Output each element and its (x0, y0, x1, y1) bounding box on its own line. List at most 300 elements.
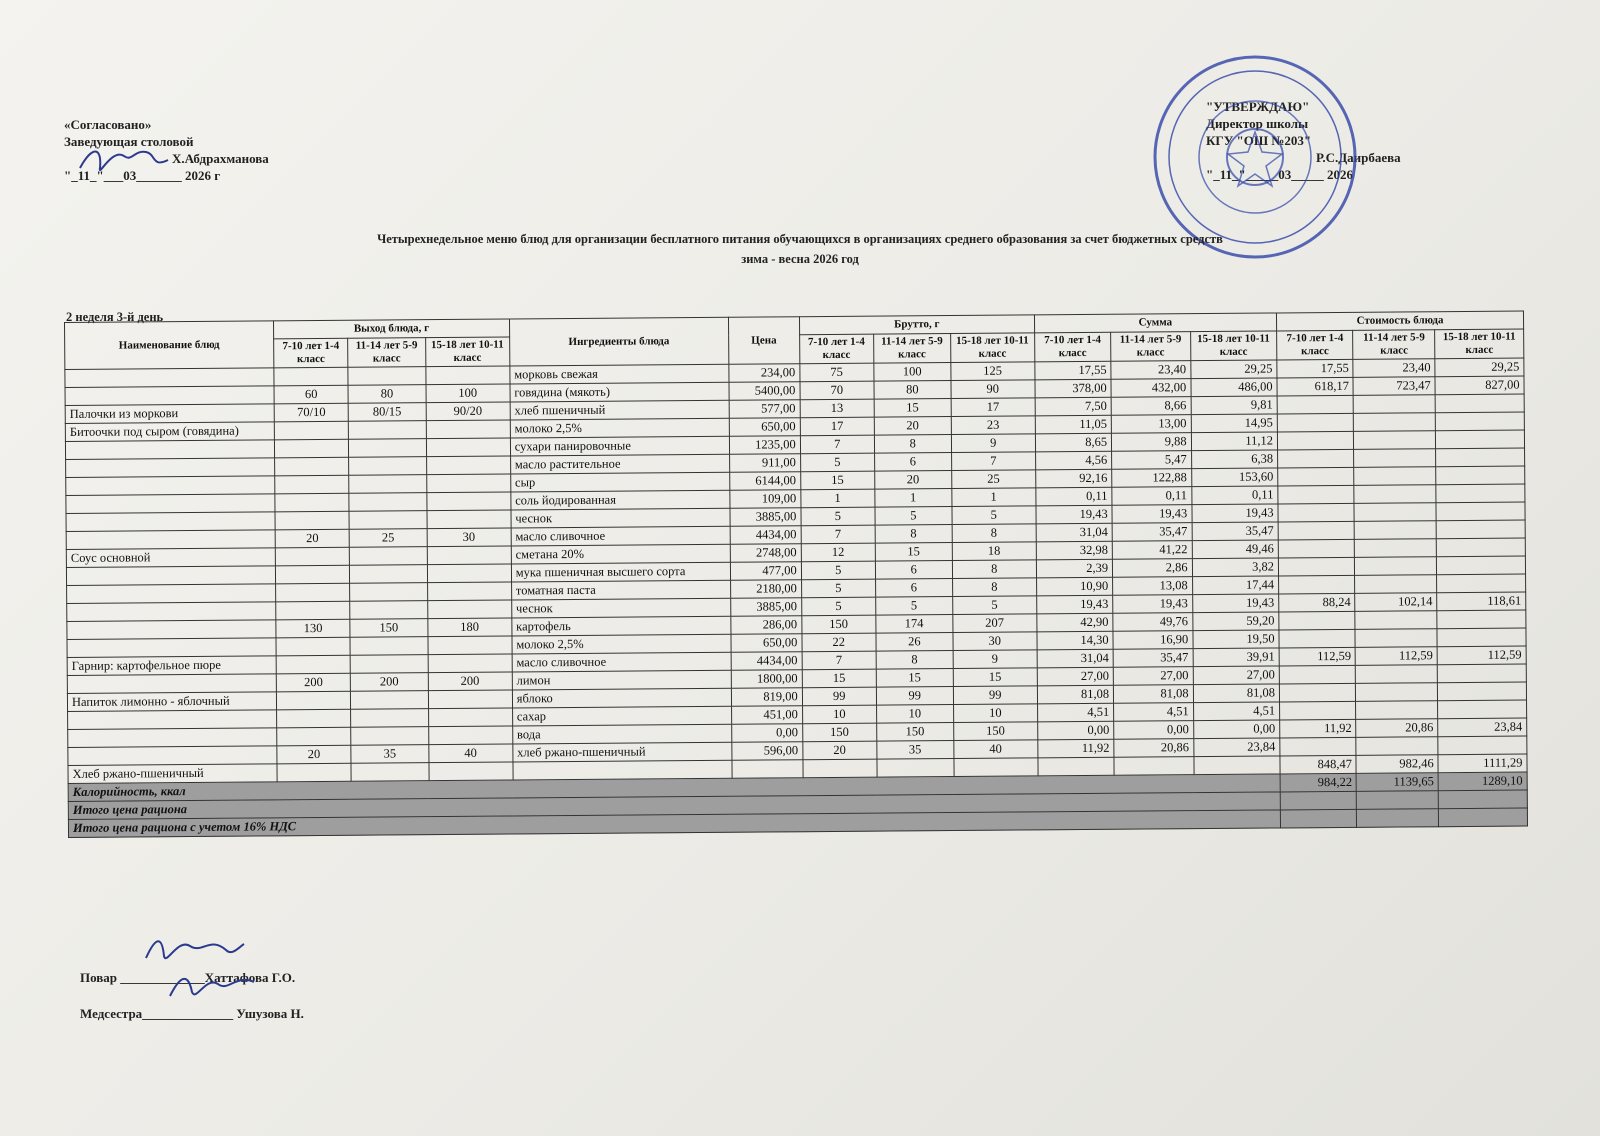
cell-c1 (1279, 665, 1356, 684)
cell-b3: 8 (952, 578, 1036, 597)
header-ingredients: Ингредиенты блюда (509, 317, 728, 366)
cell-c2 (1354, 413, 1436, 432)
cell-c1: 848,47 (1280, 755, 1357, 774)
cell-b1: 5 (800, 453, 874, 472)
cell-s2: 432,00 (1111, 379, 1191, 398)
cell-b1: 150 (802, 615, 876, 634)
header-output-g2: 11-14 лет 5-9 класс (348, 338, 426, 368)
cell-b3 (954, 758, 1038, 777)
header-cost-g2: 11-14 лет 5-9 класс (1353, 330, 1435, 360)
cell-o1 (274, 421, 348, 440)
cell-s1: 11,05 (1035, 415, 1112, 434)
cell-o2 (351, 727, 428, 746)
header-dish: Наименование блюд (65, 321, 274, 370)
cell-c3 (1436, 502, 1525, 521)
cell-o2 (350, 583, 427, 602)
cell-o2 (350, 547, 427, 566)
cell-ing: вода (512, 724, 731, 744)
header-cost-g3: 15-18 лет 10-11 класс (1435, 329, 1524, 359)
cell-c3: 112,59 (1437, 646, 1526, 665)
cell-o2 (349, 421, 426, 440)
cell-s1: 31,04 (1037, 649, 1114, 668)
cell-o3: 100 (426, 384, 510, 403)
cell-price: 5400,00 (729, 382, 800, 401)
cell-o3 (427, 510, 511, 529)
header-output-g3: 15-18 лет 10-11 класс (425, 337, 509, 367)
cell-o3 (429, 762, 513, 781)
cell-c1 (1278, 449, 1355, 468)
cell-s2: 0,00 (1114, 721, 1194, 740)
cell-dish (68, 746, 277, 766)
header-sum-g3: 15-18 лет 10-11 класс (1190, 331, 1277, 361)
cell-c1 (1280, 701, 1357, 720)
cell-b2: 6 (874, 453, 951, 472)
cell-c2 (1355, 539, 1437, 558)
cell-dish: Битоочки под сыром (говядина) (65, 422, 274, 442)
cell-price: 4434,00 (730, 526, 801, 545)
cell-ing: масло растительное (510, 454, 729, 474)
cell-price: 286,00 (731, 616, 802, 635)
cell-dish (66, 476, 275, 496)
cell-c1: 88,24 (1279, 593, 1356, 612)
cell-b2: 6 (875, 561, 952, 580)
cell-price: 3885,00 (730, 598, 801, 617)
cell-s3: 0,11 (1191, 486, 1278, 505)
cell-s3: 14,95 (1191, 414, 1278, 433)
cell-c3 (1437, 556, 1526, 575)
cell-b2: 5 (875, 597, 952, 616)
cell-price (732, 760, 803, 779)
cell-o2 (351, 763, 428, 782)
cell-c1 (1280, 737, 1357, 756)
cell-b1: 70 (800, 381, 874, 400)
cell-o2 (351, 691, 428, 710)
cell-b2: 20 (874, 471, 951, 490)
cell-s1: 32,98 (1036, 541, 1113, 560)
cell-o1 (275, 547, 349, 566)
totals-label: Итого цена рациона (68, 792, 1280, 820)
cell-c1: 17,55 (1277, 359, 1354, 378)
cell-o2 (350, 601, 427, 620)
cell-c3 (1438, 682, 1527, 701)
cell-price: 109,00 (730, 490, 801, 509)
cell-o3 (427, 564, 511, 583)
cell-b2: 8 (875, 525, 952, 544)
cell-c3 (1436, 466, 1525, 485)
totals-c3: 1289,10 (1438, 772, 1527, 791)
cell-dish (67, 674, 276, 694)
cell-o1 (276, 583, 350, 602)
cell-c3 (1438, 736, 1527, 755)
cell-b3: 8 (952, 560, 1036, 579)
cell-ing: масло сливочное (512, 652, 731, 672)
cell-b2: 1 (875, 489, 952, 508)
cell-c1 (1279, 575, 1356, 594)
cell-ing: молоко 2,5% (510, 418, 729, 438)
cell-s1: 11,92 (1037, 739, 1114, 758)
cell-b2: 35 (877, 741, 954, 760)
header-cost-g1: 7-10 лет 1-4 класс (1277, 330, 1354, 360)
cell-s3: 19,50 (1193, 630, 1280, 649)
totals-c1: 984,22 (1280, 773, 1357, 792)
cell-b3: 18 (952, 542, 1036, 561)
cell-s3: 0,00 (1193, 720, 1280, 739)
cell-o1 (276, 601, 350, 620)
cell-c2: 723,47 (1353, 377, 1435, 396)
cell-price: 477,00 (730, 562, 801, 581)
cell-o3 (427, 582, 511, 601)
cell-b1: 7 (800, 435, 874, 454)
cell-o3: 180 (427, 618, 511, 637)
cell-s2: 41,22 (1112, 541, 1192, 560)
cell-b2: 26 (876, 633, 953, 652)
cell-dish (67, 620, 276, 640)
cell-c2 (1355, 611, 1437, 630)
cell-s2: 2,86 (1113, 559, 1193, 578)
cell-b1: 22 (802, 633, 876, 652)
cell-s1: 19,43 (1036, 595, 1113, 614)
cell-s2: 35,47 (1113, 649, 1193, 668)
cell-s3: 81,08 (1193, 684, 1280, 703)
cell-b2: 6 (875, 579, 952, 598)
cell-c1 (1278, 467, 1355, 486)
menu-table (64, 311, 1528, 838)
cell-s1: 27,00 (1037, 667, 1114, 686)
cell-dish (66, 512, 275, 532)
cell-c1 (1279, 629, 1356, 648)
cell-s1: 14,30 (1037, 631, 1114, 650)
cell-c1 (1279, 683, 1356, 702)
cell-s1: 0,00 (1037, 721, 1114, 740)
cell-s3 (1194, 756, 1281, 775)
cell-c3 (1438, 700, 1527, 719)
cell-dish (66, 494, 275, 514)
cell-b1: 1 (801, 489, 875, 508)
cell-ing: соль йодированная (511, 490, 730, 510)
cell-ing: хлеб ржано-пшеничный (513, 742, 732, 762)
header-sum: Сумма (1034, 313, 1276, 333)
cell-o3: 90/20 (426, 402, 510, 421)
cell-o3 (426, 456, 510, 475)
cell-o1 (274, 439, 348, 458)
cell-c2 (1356, 683, 1438, 702)
cell-o1 (276, 691, 350, 710)
cell-dish: Соус основной (66, 548, 275, 568)
cell-c1 (1277, 413, 1354, 432)
cell-s1: 4,51 (1037, 703, 1114, 722)
cell-c3 (1437, 574, 1526, 593)
header-brutto-g2: 11-14 лет 5-9 класс (873, 334, 950, 364)
cell-c2 (1355, 521, 1437, 540)
cell-o3 (428, 654, 512, 673)
cell-s3: 6,38 (1191, 450, 1278, 469)
approval-right-line2: Директор школы (1206, 116, 1309, 131)
cell-b3: 17 (951, 398, 1035, 417)
cell-ing: мука пшеничная высшего сорта (511, 562, 730, 582)
approval-left-line2: Заведующая столовой (64, 134, 194, 149)
cell-c2 (1354, 449, 1436, 468)
cell-c1 (1279, 611, 1356, 630)
cell-s3: 153,60 (1191, 468, 1278, 487)
cell-c2 (1356, 701, 1438, 720)
cell-dish (65, 440, 274, 460)
cell-b1: 5 (801, 507, 875, 526)
cell-c1: 112,59 (1279, 647, 1356, 666)
approval-left-line4: "_11_"___03_______ 2026 г (64, 168, 221, 183)
cell-o3 (427, 600, 511, 619)
cell-b3: 15 (953, 668, 1037, 687)
cell-s3: 486,00 (1191, 378, 1278, 397)
cell-s3: 9,81 (1191, 396, 1278, 415)
cell-c1 (1278, 557, 1355, 576)
cell-o3 (428, 636, 512, 655)
cell-c3 (1436, 484, 1525, 503)
cell-dish (68, 728, 277, 748)
cell-o1 (276, 655, 350, 674)
cell-o1 (275, 475, 349, 494)
cell-c2 (1355, 575, 1437, 594)
cell-s1: 7,50 (1035, 397, 1112, 416)
cell-c3 (1437, 664, 1526, 683)
cell-b3: 125 (951, 362, 1035, 381)
signature-nurse (162, 966, 262, 1006)
cell-b2: 8 (876, 651, 953, 670)
totals-c3 (1438, 790, 1527, 809)
cell-dish (67, 638, 276, 658)
cell-c2: 20,86 (1356, 719, 1438, 738)
cell-o3 (425, 366, 509, 385)
cell-c2 (1355, 629, 1437, 648)
cell-s3: 23,84 (1193, 738, 1280, 757)
cell-s2: 20,86 (1114, 739, 1194, 758)
cell-price: 577,00 (729, 400, 800, 419)
cell-s3: 19,43 (1192, 504, 1279, 523)
cell-b2: 15 (876, 669, 953, 688)
cell-c3 (1436, 448, 1525, 467)
cell-ing: сметана 20% (511, 544, 730, 564)
cell-b1: 15 (802, 669, 876, 688)
cell-ing: хлеб пшеничный (510, 400, 729, 420)
cell-b1: 5 (801, 597, 875, 616)
cell-b3: 9 (951, 434, 1035, 453)
header-cost: Стоимость блюда (1276, 311, 1523, 331)
cell-ing: морковь свежая (510, 364, 729, 384)
totals-c2 (1357, 791, 1439, 810)
cell-c1 (1278, 485, 1355, 504)
cell-s2: 23,40 (1111, 361, 1191, 380)
cell-o3 (428, 708, 512, 727)
cell-b3: 23 (951, 416, 1035, 435)
cell-b1: 7 (801, 525, 875, 544)
approval-right-line4: Р.С.Даирбаева (1316, 150, 1401, 165)
cell-dish (67, 602, 276, 622)
cell-ing: масло сливочное (511, 526, 730, 546)
cell-b1: 17 (800, 417, 874, 436)
cell-s2: 27,00 (1113, 667, 1193, 686)
approval-left-line1: «Согласовано» (64, 117, 152, 132)
cell-o3: 200 (428, 672, 512, 691)
cell-ing: лимон (512, 670, 731, 690)
cell-o3 (426, 492, 510, 511)
cell-o1: 60 (274, 385, 348, 404)
cell-price: 911,00 (729, 454, 800, 473)
cell-o2: 35 (351, 745, 428, 764)
cell-price: 1800,00 (731, 670, 802, 689)
cell-s3: 11,12 (1191, 432, 1278, 451)
cell-s1: 92,16 (1035, 469, 1112, 488)
cell-s1: 10,90 (1036, 577, 1113, 596)
cell-dish (66, 566, 275, 586)
header-output-g1: 7-10 лет 1-4 класс (274, 338, 348, 368)
cell-b1: 15 (800, 471, 874, 490)
cell-c3 (1436, 430, 1525, 449)
cell-ing: чеснок (511, 508, 730, 528)
cell-b2: 99 (876, 687, 953, 706)
cell-o2 (350, 565, 427, 584)
cell-b2: 8 (874, 435, 951, 454)
header-brutto-g3: 15-18 лет 10-11 класс (950, 333, 1034, 363)
cell-o2 (349, 493, 426, 512)
cell-c2 (1354, 431, 1436, 450)
cell-s1: 0,11 (1036, 487, 1113, 506)
cell-price: 1235,00 (729, 436, 800, 455)
cell-o3 (426, 474, 510, 493)
cell-s3: 49,46 (1192, 540, 1279, 559)
cell-b3: 8 (952, 524, 1036, 543)
cell-price: 451,00 (731, 706, 802, 725)
cell-s1 (1038, 757, 1115, 776)
cell-o1 (277, 709, 351, 728)
cell-ing: картофель (512, 616, 731, 636)
cell-b1: 12 (801, 543, 875, 562)
cell-o1: 20 (277, 745, 351, 764)
cell-o1 (275, 511, 349, 530)
cell-o2 (350, 655, 427, 674)
cell-o2 (350, 637, 427, 656)
header-price: Цена (728, 317, 799, 365)
cell-ing: сухари панировочные (510, 436, 729, 456)
cell-o3 (428, 690, 512, 709)
cell-b3: 150 (953, 722, 1037, 741)
cell-c3 (1437, 610, 1526, 629)
cell-c2 (1354, 503, 1436, 522)
cell-o1: 200 (276, 673, 350, 692)
cell-b1: 13 (800, 399, 874, 418)
cell-o2: 25 (349, 529, 426, 548)
cell-c3: 23,84 (1438, 718, 1527, 737)
cell-o2 (349, 457, 426, 476)
cell-ing: сахар (512, 706, 731, 726)
cell-b3: 207 (953, 614, 1037, 633)
approval-left-line3: Х.Абдрахманова (172, 151, 269, 166)
header-brutto: Брутто, г (799, 315, 1034, 335)
cell-c3: 1111,29 (1438, 754, 1527, 773)
cell-b1: 150 (802, 723, 876, 742)
cell-s3: 29,25 (1190, 360, 1277, 379)
cell-b2: 15 (874, 399, 951, 418)
cell-s3: 35,47 (1192, 522, 1279, 541)
cell-s1: 4,56 (1035, 451, 1112, 470)
cell-o1 (275, 457, 349, 476)
cell-c2 (1356, 665, 1438, 684)
cell-c1 (1277, 431, 1354, 450)
cell-b3: 5 (952, 506, 1036, 525)
cell-s3: 17,44 (1192, 576, 1279, 595)
cell-b1: 7 (802, 651, 876, 670)
cell-s3: 19,43 (1192, 594, 1279, 613)
cell-o1 (274, 367, 348, 386)
cell-c2 (1355, 557, 1437, 576)
cell-o1 (275, 565, 349, 584)
cell-s2: 19,43 (1113, 595, 1193, 614)
cell-o2 (351, 709, 428, 728)
cell-o1: 130 (276, 619, 350, 638)
cell-c3 (1435, 412, 1524, 431)
approval-right-line5: "_11_"_____03_____ 2026 (1206, 167, 1353, 182)
cell-s2: 81,08 (1114, 685, 1194, 704)
cell-price: 2180,00 (730, 580, 801, 599)
cell-o2: 200 (351, 673, 428, 692)
approval-right-line1: "УТВЕРЖДАЮ" (1206, 99, 1310, 114)
cell-b1: 10 (802, 705, 876, 724)
cell-ing: молоко 2,5% (512, 634, 731, 654)
cell-o3 (426, 420, 510, 439)
header-output: Выход блюда, г (273, 319, 509, 339)
cell-c3: 827,00 (1435, 376, 1524, 395)
cell-dish: Хлеб ржано-пшеничный (68, 764, 277, 784)
cell-b2: 5 (875, 507, 952, 526)
cell-s1: 19,43 (1036, 505, 1113, 524)
cell-c2 (1354, 485, 1436, 504)
cell-c1 (1278, 503, 1355, 522)
cell-b1: 20 (803, 741, 877, 760)
cell-c2: 102,14 (1355, 593, 1437, 612)
cell-ing (513, 760, 732, 780)
cook-signature-line: Повар _____________Хаттафова Г.О. (80, 970, 296, 985)
cell-b2: 10 (876, 705, 953, 724)
cell-c2: 112,59 (1356, 647, 1438, 666)
cell-s1: 17,55 (1035, 361, 1112, 380)
cell-price: 3885,00 (730, 508, 801, 527)
signature-left (72, 138, 182, 182)
cell-c1 (1278, 539, 1355, 558)
cell-b1 (803, 759, 877, 778)
cell-s2: 16,90 (1113, 631, 1193, 650)
cell-b3: 25 (951, 470, 1035, 489)
cell-o2 (349, 439, 426, 458)
header-sum-g2: 11-14 лет 5-9 класс (1111, 332, 1191, 362)
cell-ing: чеснок (511, 598, 730, 618)
cell-ing: сыр (510, 472, 729, 492)
cell-b2: 150 (876, 723, 953, 742)
cell-s1: 42,90 (1036, 613, 1113, 632)
cell-o3 (426, 438, 510, 457)
cell-ing: томатная паста (511, 580, 730, 600)
cell-price: 6144,00 (729, 472, 800, 491)
cell-o1: 70/10 (274, 403, 348, 422)
cell-o2 (349, 475, 426, 494)
day-label: 2 неделя 3-й день (66, 310, 164, 324)
totals-c2: 1139,65 (1357, 773, 1439, 792)
cell-o1 (277, 763, 351, 782)
header-sum-g1: 7-10 лет 1-4 класс (1034, 332, 1111, 362)
totals-label: Итого цена рациона с учетом 16% НДС (68, 810, 1280, 838)
cell-price: 4434,00 (731, 652, 802, 671)
cell-c2: 23,40 (1353, 359, 1435, 378)
cell-c2: 982,46 (1356, 755, 1438, 774)
cell-dish (67, 584, 276, 604)
cell-c2 (1354, 395, 1436, 414)
